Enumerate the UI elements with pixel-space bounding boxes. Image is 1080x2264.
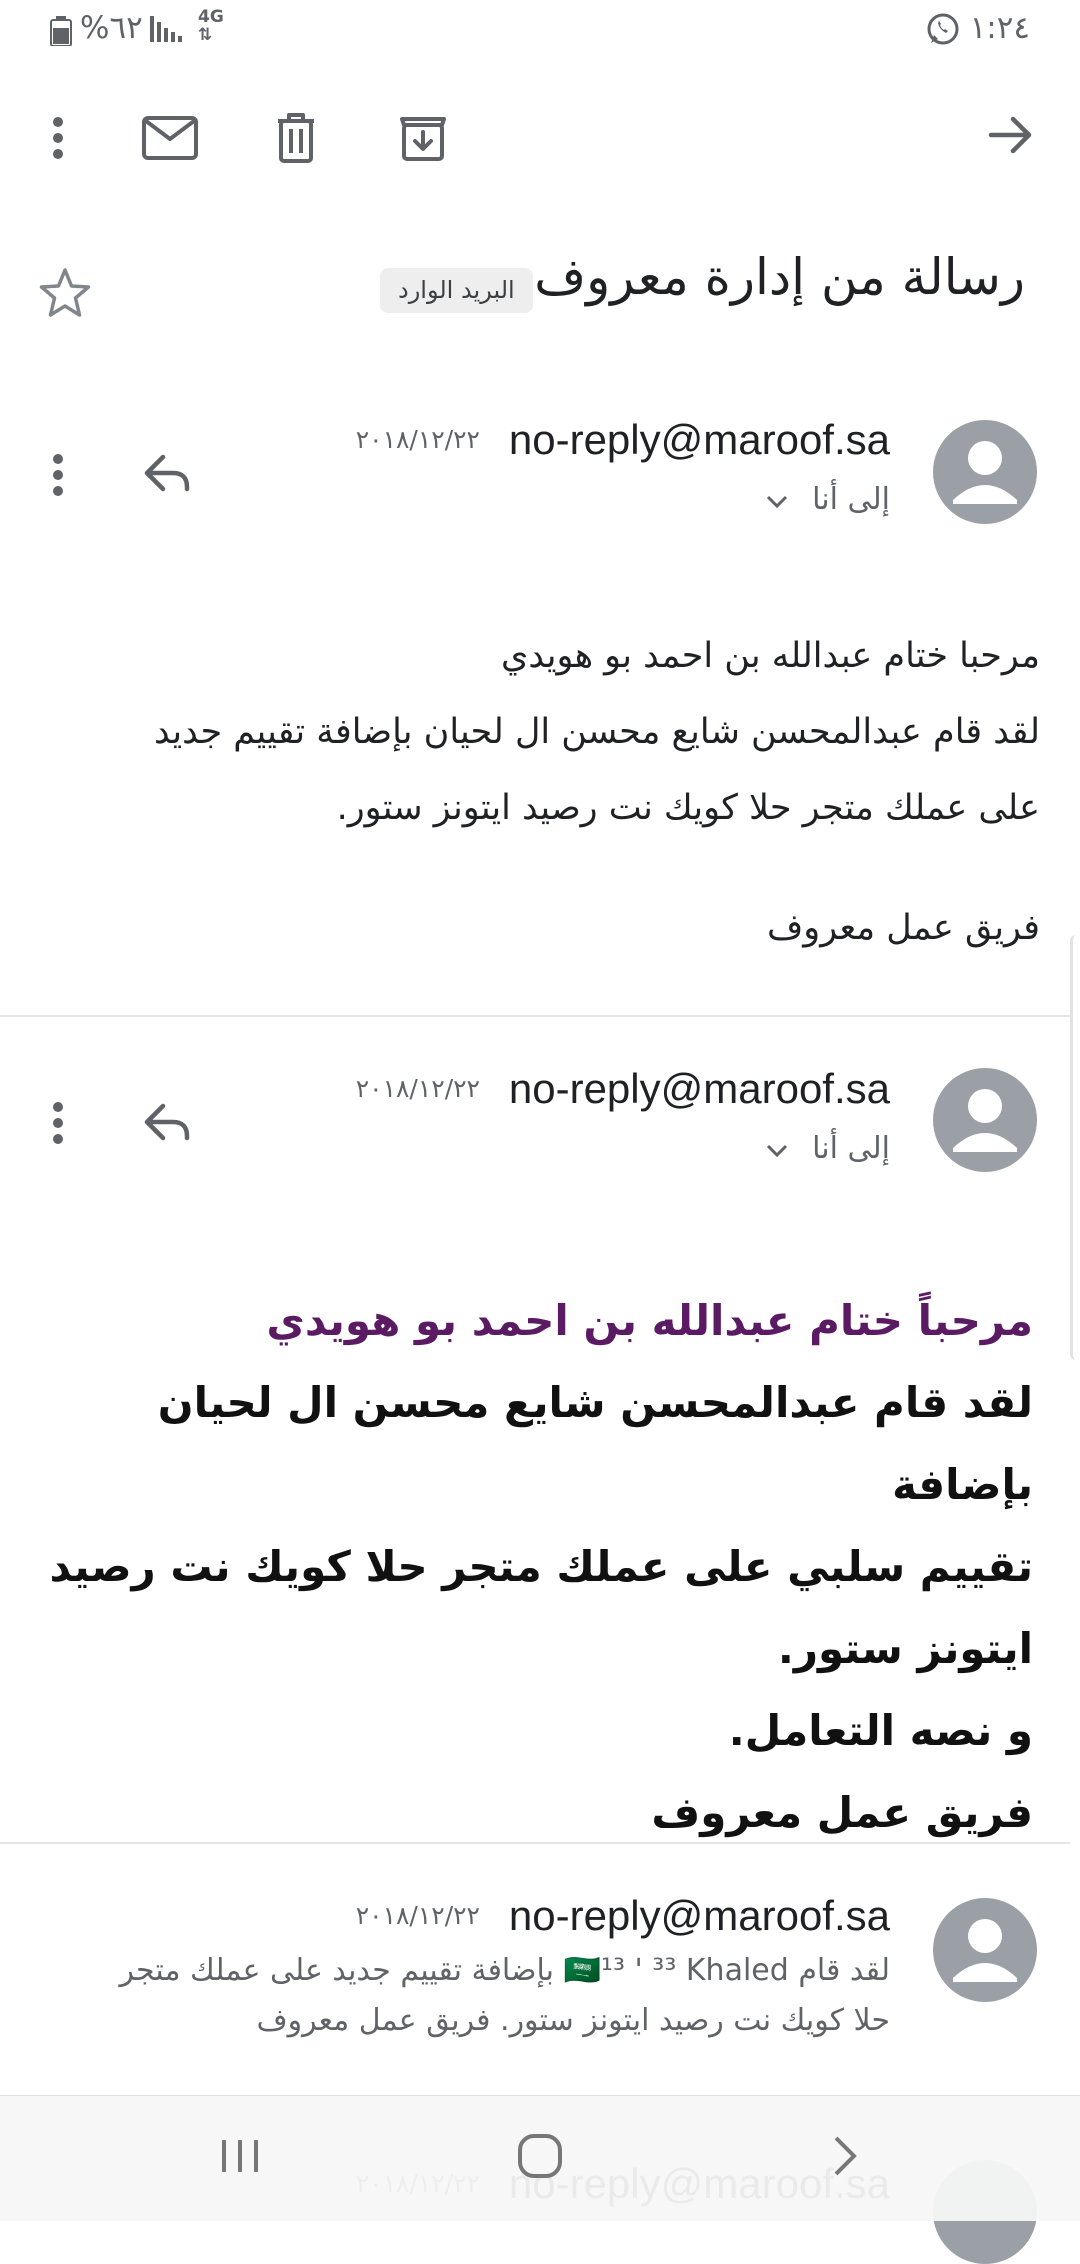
- body-line: لقد قام عبدالمحسن شايع محسن ال لحيان بإضافة تقييم جديد: [153, 712, 1040, 752]
- back-button[interactable]: [960, 100, 1060, 170]
- network-type: 4G ⇅: [198, 7, 224, 45]
- reply-icon: [143, 1102, 193, 1142]
- message-date: ٢٠١٨/١٢/٢٢: [355, 425, 480, 454]
- body-line: و نصه التعامل.: [728, 1706, 1033, 1755]
- message-date: ٢٠١٨/١٢/٢٢: [355, 1074, 480, 1103]
- thread-subject: رسالة من إدارة معروف: [534, 248, 1025, 306]
- recent-apps-button[interactable]: [200, 2121, 280, 2191]
- chevron-right-icon: [830, 2134, 860, 2178]
- message-date: ٢٠١٨/١٢/٢٢: [355, 1901, 480, 1930]
- more-vert-icon: [50, 115, 66, 161]
- status-bar: [0, 0, 1080, 60]
- avatar[interactable]: [933, 420, 1037, 524]
- body-line: ايتونز ستور.: [777, 1624, 1033, 1673]
- divider: [0, 1842, 1070, 1844]
- message-more-button[interactable]: [35, 1093, 80, 1153]
- message-snippet[interactable]: [30, 1946, 890, 2046]
- body-line: تقييم سلبي على عملك متجر حلا كويك نت رصيد: [49, 1542, 1033, 1591]
- signal-icon: [150, 14, 186, 52]
- body-line: لقد قام عبدالمحسن شايع محسن ال لحيان بإضافة: [157, 1378, 1033, 1509]
- divider: [0, 1015, 1070, 1017]
- archive-icon: [396, 111, 450, 165]
- whatsapp-icon: [926, 12, 960, 54]
- scrollbar[interactable]: [1070, 935, 1080, 1360]
- nav-back-button[interactable]: [805, 2121, 885, 2191]
- battery-icon: [50, 16, 72, 54]
- delete-button[interactable]: [258, 100, 333, 175]
- recipient-toggle[interactable]: [765, 1131, 890, 1167]
- trash-icon: [272, 111, 320, 165]
- message-body: [33, 1280, 1033, 1854]
- message-body: [30, 618, 1040, 966]
- battery-percent: %٦٢: [80, 10, 143, 46]
- chevron-down-icon: [765, 483, 789, 518]
- recipient-label: إلى أنا: [812, 482, 890, 517]
- body-line: على عملك متجر حلا كويك نت رصيد ايتونز ستور.: [336, 788, 1040, 828]
- message-more-button[interactable]: [35, 445, 80, 505]
- archive-button[interactable]: [385, 100, 460, 175]
- inbox-label-badge[interactable]: البريد الوارد: [380, 268, 533, 313]
- snippet-line: حلا كويك نت رصيد ايتونز ستور. فريق عمل معروف: [256, 2003, 890, 2038]
- person-icon: [933, 1898, 1037, 2002]
- mark-unread-button[interactable]: [130, 100, 210, 175]
- reply-button[interactable]: [135, 1087, 200, 1157]
- home-button[interactable]: [500, 2121, 580, 2191]
- system-nav-bar: [0, 2095, 1080, 2221]
- arrow-right-icon: [985, 110, 1035, 160]
- reply-button[interactable]: [135, 438, 200, 508]
- reply-icon: [143, 453, 193, 493]
- mail-icon: [141, 115, 199, 161]
- body-signature: فريق عمل معروف: [767, 908, 1040, 948]
- avatar[interactable]: [933, 1898, 1037, 2002]
- person-icon: [933, 1068, 1037, 1172]
- star-button[interactable]: [30, 258, 100, 328]
- sender-email[interactable]: no-reply@maroof.sa: [508, 416, 890, 463]
- more-vert-icon: [51, 453, 65, 497]
- body-greeting: مرحباً ختام عبدالله بن احمد بو هويدي: [266, 1296, 1033, 1345]
- data-arrows-icon: ⇅: [198, 25, 213, 45]
- sender-email[interactable]: no-reply@maroof.sa: [508, 1892, 890, 1939]
- more-options-button[interactable]: [30, 100, 86, 175]
- recipient-label: إلى أنا: [812, 1131, 890, 1166]
- star-icon: [38, 266, 92, 320]
- body-line: مرحبا ختام عبدالله بن احمد بو هويدي: [501, 636, 1040, 676]
- home-icon: [516, 2132, 564, 2180]
- snippet-line: لقد قام 🇸🇦¹³ ' ³³ Khaled بإضافة تقييم جديد على عملك متجر: [119, 1953, 890, 1988]
- recipient-toggle[interactable]: [765, 482, 890, 518]
- status-time: ١:٢٤: [969, 10, 1030, 46]
- person-icon: [933, 420, 1037, 524]
- recent-apps-icon: [218, 2136, 262, 2176]
- sender-email[interactable]: no-reply@maroof.sa: [508, 1065, 890, 1112]
- chevron-down-icon: [765, 1132, 789, 1167]
- body-signature: فريق عمل معروف: [651, 1788, 1033, 1837]
- more-vert-icon: [51, 1101, 65, 1145]
- avatar[interactable]: [933, 1068, 1037, 1172]
